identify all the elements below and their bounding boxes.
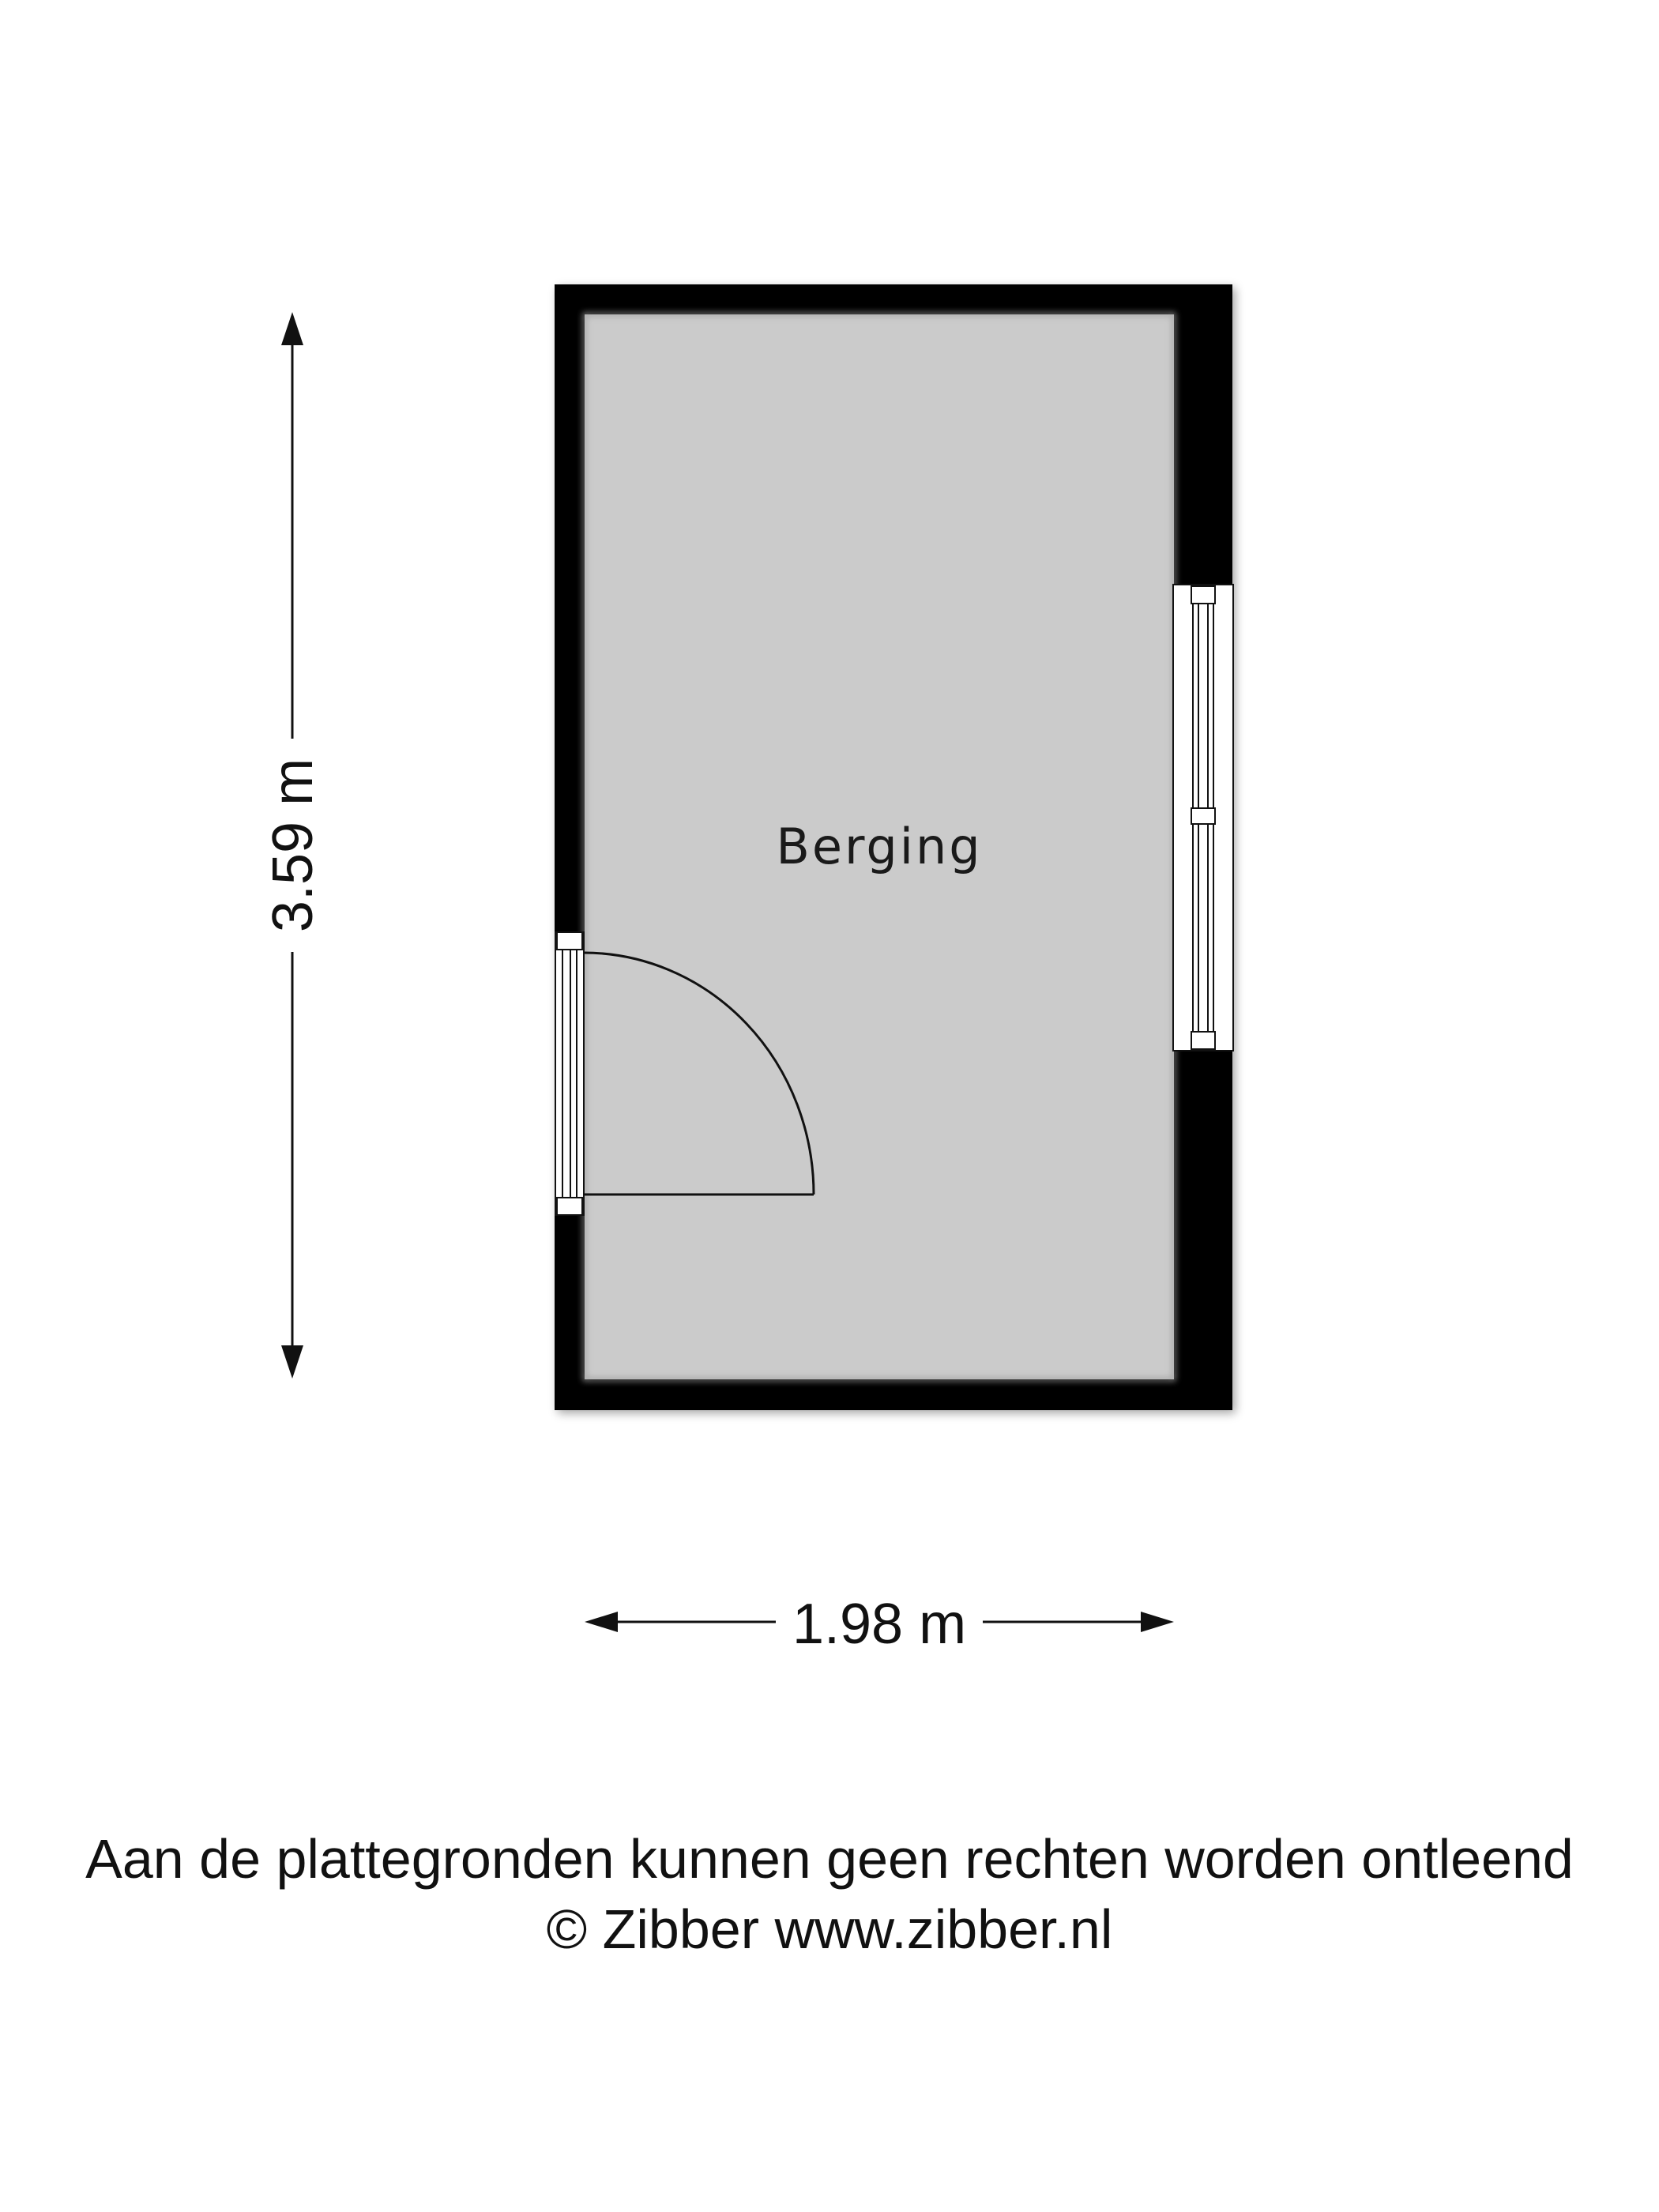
arrow-left-icon [585, 1612, 618, 1632]
height-dimension [261, 312, 325, 1379]
width-dimension [585, 1593, 1174, 1656]
arrow-down-icon [281, 1345, 303, 1379]
copyright-text: © Zibber www.zibber.nl [546, 1898, 1113, 1960]
height-dimension-label: 3.59 m [261, 758, 325, 933]
window-right [1173, 585, 1233, 1051]
room-label: Berging [776, 818, 983, 875]
width-dimension-label: 1.98 m [792, 1593, 967, 1656]
arrow-right-icon [1141, 1612, 1174, 1632]
arrow-up-icon [281, 312, 303, 345]
disclaimer-text: Aan de plattegronden kunnen geen rechten worden ontleend [85, 1828, 1574, 1890]
